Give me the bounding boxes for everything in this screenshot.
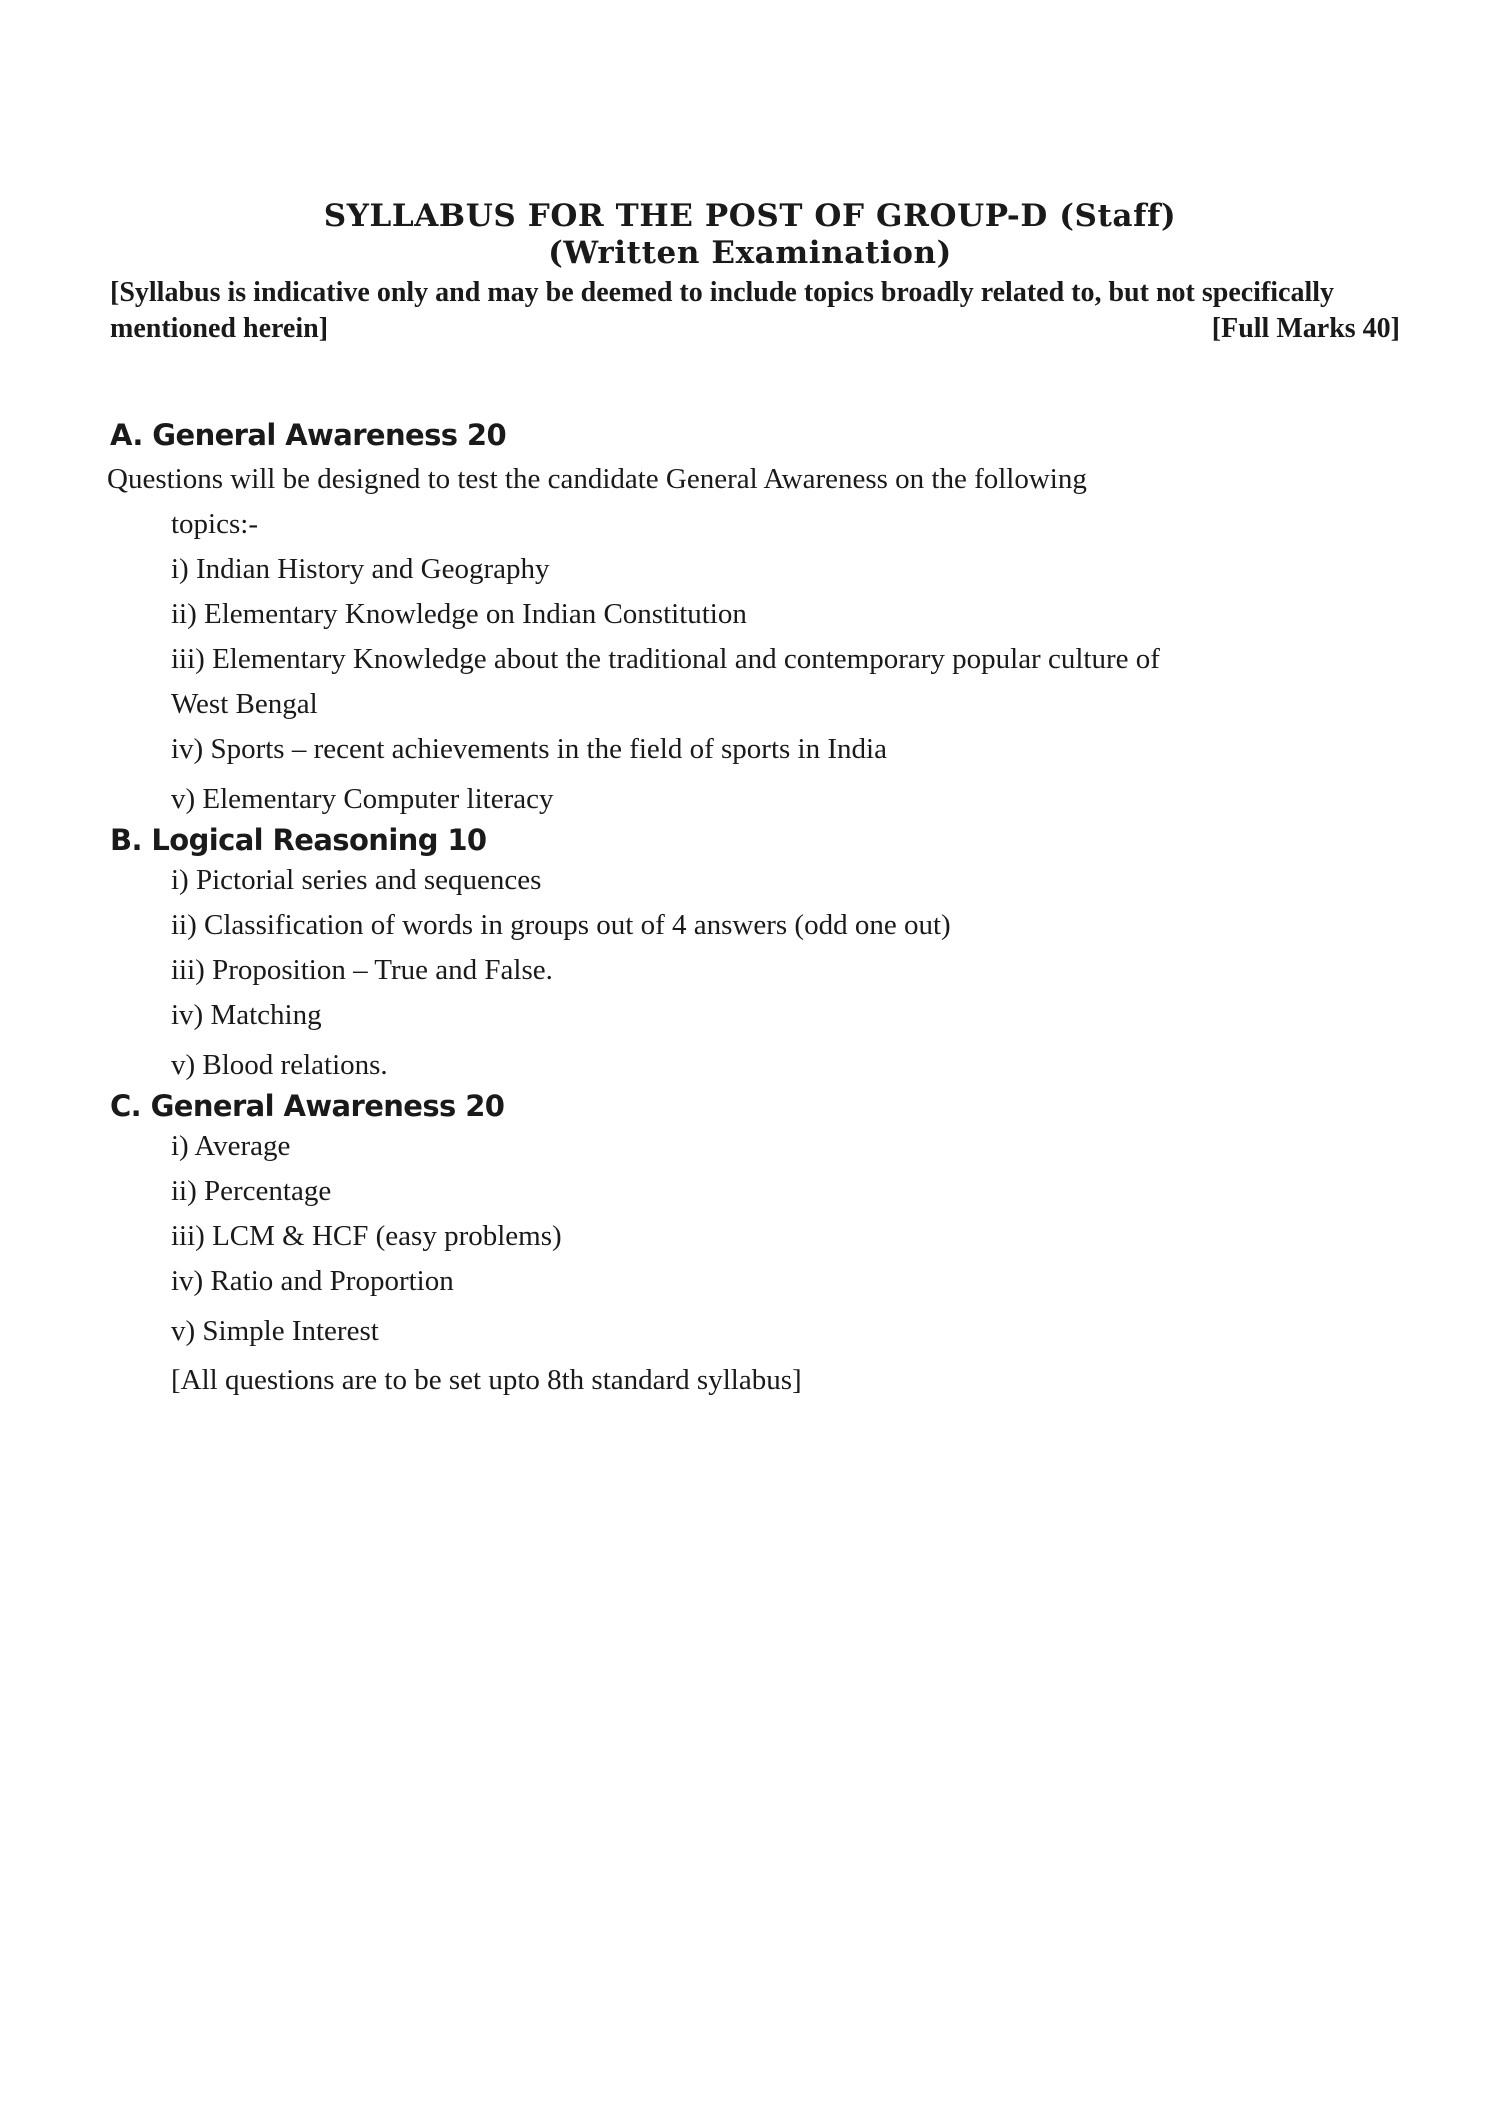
section-b-item: v) Blood relations. bbox=[171, 1049, 388, 1081]
section-b-item: i) Pictorial series and sequences bbox=[171, 864, 542, 896]
title-line-2: (Written Examination) bbox=[548, 235, 952, 271]
note-line-1: [Syllabus is indicative only and may be deemed to include topics broadly related to, but not specifically bbox=[110, 277, 1335, 308]
section-a-item: iii) Elementary Knowledge about the traditional and contemporary popular culture of bbox=[171, 643, 1160, 675]
section-c-item: ii) Percentage bbox=[171, 1175, 332, 1207]
section-c-heading: C. General Awareness 20 bbox=[110, 1089, 505, 1123]
section-a-item: i) Indian History and Geography bbox=[171, 553, 550, 585]
note-line-2 bbox=[110, 311, 1400, 347]
full-marks: [Full Marks 40] bbox=[1211, 313, 1400, 344]
section-b-heading: B. Logical Reasoning 10 bbox=[110, 823, 487, 857]
section-c-item: i) Average bbox=[171, 1130, 291, 1162]
section-a-item: ii) Elementary Knowledge on Indian Constitution bbox=[171, 598, 747, 630]
note-line-2-text: mentioned herein] bbox=[110, 313, 329, 344]
section-a-intro-line-1: Questions will be designed to test the candidate General Awareness on the following bbox=[107, 463, 1087, 495]
section-b-item: iv) Matching bbox=[171, 999, 322, 1031]
syllabus-note bbox=[110, 275, 1400, 347]
document-title bbox=[0, 198, 1500, 272]
section-c-footer-note: [All questions are to be set upto 8th standard syllabus] bbox=[171, 1364, 802, 1396]
section-c-item: v) Simple Interest bbox=[171, 1315, 379, 1347]
section-a-item: v) Elementary Computer literacy bbox=[171, 783, 554, 815]
section-a-item: West Bengal bbox=[171, 688, 318, 720]
section-c-item: iii) LCM & HCF (easy problems) bbox=[171, 1220, 562, 1252]
section-b-item: ii) Classification of words in groups out of 4 answers (odd one out) bbox=[171, 909, 951, 941]
title-line-1: SYLLABUS FOR THE POST OF GROUP-D (Staff) bbox=[323, 198, 1177, 234]
section-c-item: iv) Ratio and Proportion bbox=[171, 1265, 454, 1297]
section-a-heading: A. General Awareness 20 bbox=[110, 418, 507, 452]
section-a-intro-line-2: topics:- bbox=[171, 508, 258, 540]
section-b-item: iii) Proposition – True and False. bbox=[171, 954, 553, 986]
section-a-item: iv) Sports – recent achievements in the field of sports in India bbox=[171, 733, 887, 765]
